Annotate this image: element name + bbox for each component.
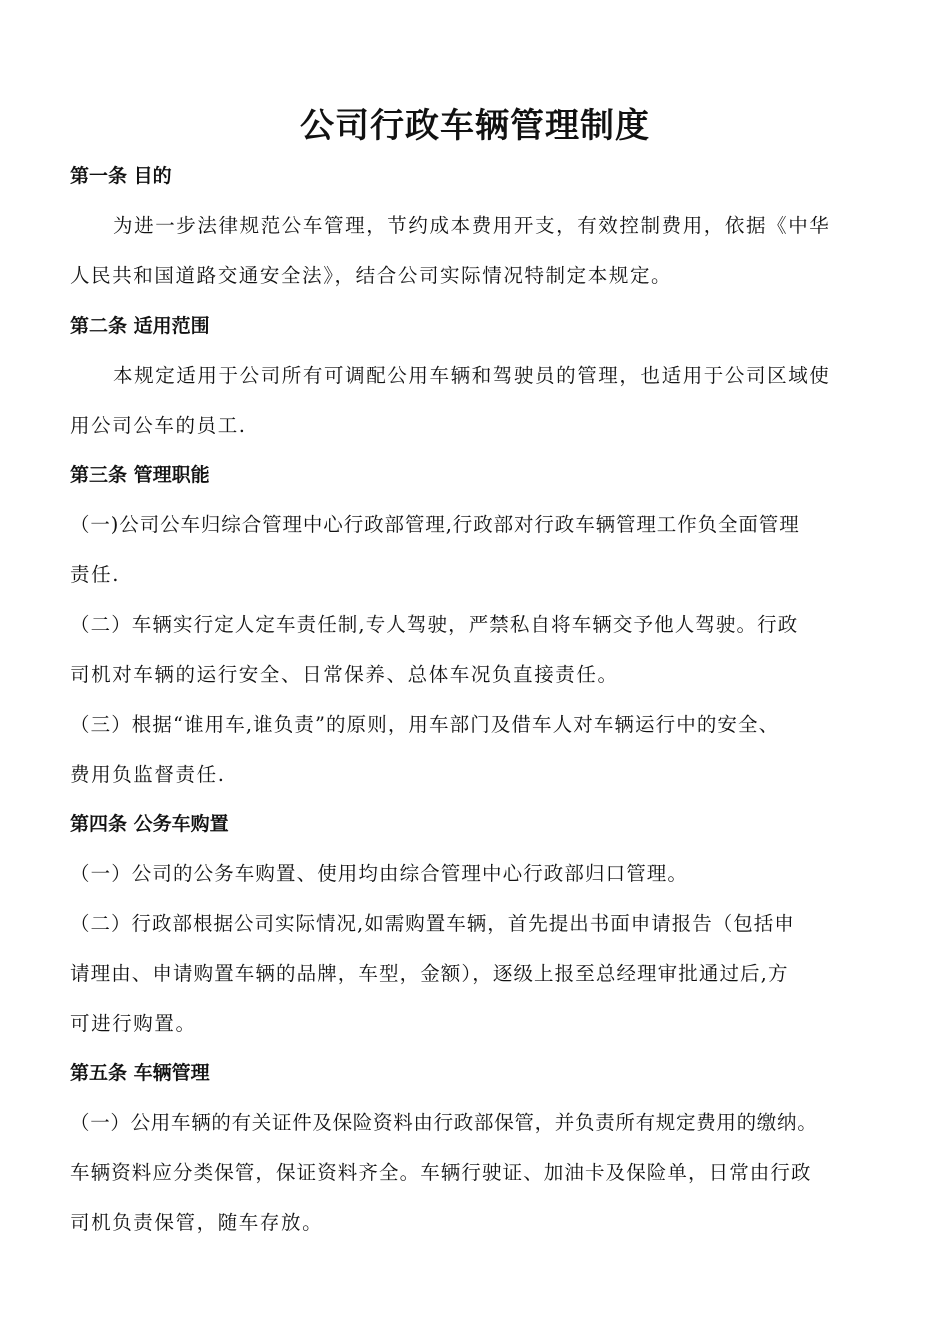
paragraph-line: 为进一步法律规范公车管理，节约成本费用开支，有效控制费用，依据《中华 bbox=[113, 214, 831, 237]
section-heading-1: 第一条 目的 bbox=[70, 165, 172, 187]
paragraph-line: 本规定适用于公司所有可调配公用车辆和驾驶员的管理，也适用于公司区域使 bbox=[113, 364, 831, 387]
paragraph-line: 司机负责保管，随车存放。 bbox=[70, 1211, 324, 1234]
paragraph-line: 责任. bbox=[70, 563, 120, 586]
paragraph-line: （二）车辆实行定人定车责任制,专人驾驶，严禁私自将车辆交予他人驾驶。行政 bbox=[70, 613, 799, 636]
paragraph-line: （一)公司公车归综合管理中心行政部管理,行政部对行政车辆管理工作负全面管理 bbox=[70, 513, 800, 536]
paragraph-line: 费用负监督责任. bbox=[70, 763, 226, 786]
section-heading-3: 第三条 管理职能 bbox=[70, 464, 210, 486]
paragraph-line: （二）行政部根据公司实际情况,如需购置车辆，首先提出书面申请报告（包括申 bbox=[70, 912, 795, 935]
paragraph-line: （一）公司的公务车购置、使用均由综合管理中心行政部归口管理。 bbox=[70, 862, 689, 885]
paragraph-line: （一）公用车辆的有关证件及保险资料由行政部保管，并负责所有规定费用的缴纳。 bbox=[70, 1111, 818, 1134]
section-heading-4: 第四条 公务车购置 bbox=[70, 813, 229, 835]
paragraph-line: 用公司公车的员工. bbox=[70, 414, 247, 437]
document-title: 公司行政车辆管理制度 bbox=[300, 106, 650, 146]
paragraph-line: 可进行购置。 bbox=[70, 1012, 197, 1035]
paragraph-line: 车辆资料应分类保管，保证资料齐全。车辆行驶证、加油卡及保险单，日常由行政 bbox=[70, 1161, 812, 1184]
section-heading-2: 第二条 适用范围 bbox=[70, 315, 210, 337]
section-heading-5: 第五条 车辆管理 bbox=[70, 1062, 210, 1084]
paragraph-line: 请理由、申请购置车辆的品牌，车型，金额），逐级上报至总经理审批通过后,方 bbox=[70, 962, 789, 985]
paragraph-line: 人民共和国道路交通安全法》，结合公司实际情况特制定本规定。 bbox=[70, 264, 673, 287]
paragraph-line: （三）根据“谁用车,谁负责”的原则，用车部门及借车人对车辆运行中的安全、 bbox=[70, 713, 780, 736]
paragraph-line: 司机对车辆的运行安全、日常保养、总体车况负直接责任。 bbox=[70, 663, 619, 686]
